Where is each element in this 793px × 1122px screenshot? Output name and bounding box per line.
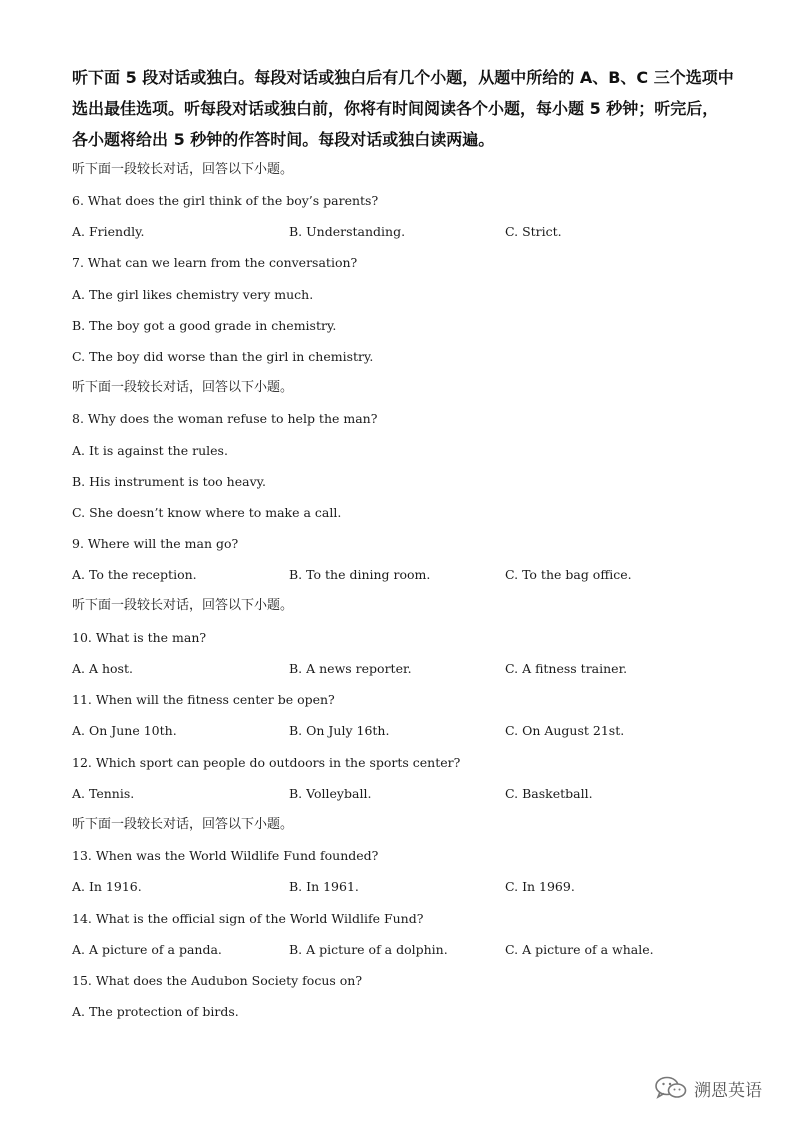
question-7-option-b: B. The boy got a good grade in chemistry. [72,318,337,333]
question-11-option-a: A. On June 10th. [72,723,177,738]
question-6-option-a: A. Friendly. [72,224,145,239]
question-9-stem: 9. Where will the man go? [72,536,239,551]
question-14-option-b: B. A picture of a dolphin. [289,942,448,957]
question-8-stem: 8. Why does the woman refuse to help the man? [72,411,378,426]
question-10-option-b: B. A news reporter. [289,661,412,676]
question-10-option-a: A. A host. [72,661,133,676]
question-13-option-b: B. In 1961. [289,879,359,894]
question-12-option-a: A. Tennis. [72,786,135,801]
question-7-option-c: C. The boy did worse than the girl in chemistry. [72,349,374,364]
question-15-option-a: A. The protection of birds. [72,1004,239,1019]
listening-instructions [72,62,732,155]
wechat-bubble-icon [654,1075,688,1101]
question-15-stem: 15. What does the Audubon Society focus on? [72,973,363,988]
question-11-option-b: B. On July 16th. [289,723,390,738]
question-8-option-a: A. It is against the rules. [72,443,228,458]
question-14-stem: 14. What is the official sign of the World Wildlife Fund? [72,911,424,926]
question-9-option-b: B. To the dining room. [289,567,431,582]
watermark [654,1073,762,1103]
question-11-option-c: C. On August 21st. [505,723,625,738]
section-intro: 听下面一段较长对话，回答以下小题。 [72,162,294,177]
question-10-stem: 10. What is the man? [72,630,207,645]
question-12-option-c: C. Basketball. [505,786,593,801]
question-6-stem: 6. What does the girl think of the boy’s parents? [72,193,379,208]
section-intro: 听下面一段较长对话，回答以下小题。 [72,380,294,395]
question-12-stem: 12. Which sport can people do outdoors in the sports center? [72,755,461,770]
question-10-option-c: C. A fitness trainer. [505,661,628,676]
question-13-option-a: A. In 1916. [72,879,142,894]
question-11-stem: 11. When will the fitness center be open? [72,692,335,707]
question-9-option-c: C. To the bag office. [505,567,632,582]
question-14-option-a: A. A picture of a panda. [72,942,222,957]
question-13-option-c: C. In 1969. [505,879,575,894]
question-6-option-c: C. Strict. [505,224,562,239]
question-14-option-c: C. A picture of a whale. [505,942,654,957]
question-7-option-a: A. The girl likes chemistry very much. [72,287,314,302]
question-7-stem: 7. What can we learn from the conversation? [72,255,358,270]
question-8-option-c: C. She doesn’t know where to make a call. [72,505,342,520]
question-12-option-b: B. Volleyball. [289,786,372,801]
question-8-option-b: B. His instrument is too heavy. [72,474,267,489]
instruction-line-1: 听下面 5 段对话或独白。每段对话或独白后有几个小题，从题中所给的 A、B、C 三个选项中 [72,68,734,87]
section-intro: 听下面一段较长对话，回答以下小题。 [72,817,294,832]
question-9-option-a: A. To the reception. [72,567,197,582]
instruction-line-2: 选出最佳选项。听每段对话或独白前，你将有时间阅读各个小题，每小题 5 秒钟；听完后， [72,99,719,118]
question-13-stem: 13. When was the World Wildlife Fund founded? [72,848,379,863]
question-6-option-b: B. Understanding. [289,224,406,239]
instruction-line-3: 各小题将给出 5 秒钟的作答时间。每段对话或独白读两遍。 [72,130,495,149]
watermark-text: 溯恩英语 [694,1080,762,1101]
section-intro: 听下面一段较长对话，回答以下小题。 [72,598,294,613]
